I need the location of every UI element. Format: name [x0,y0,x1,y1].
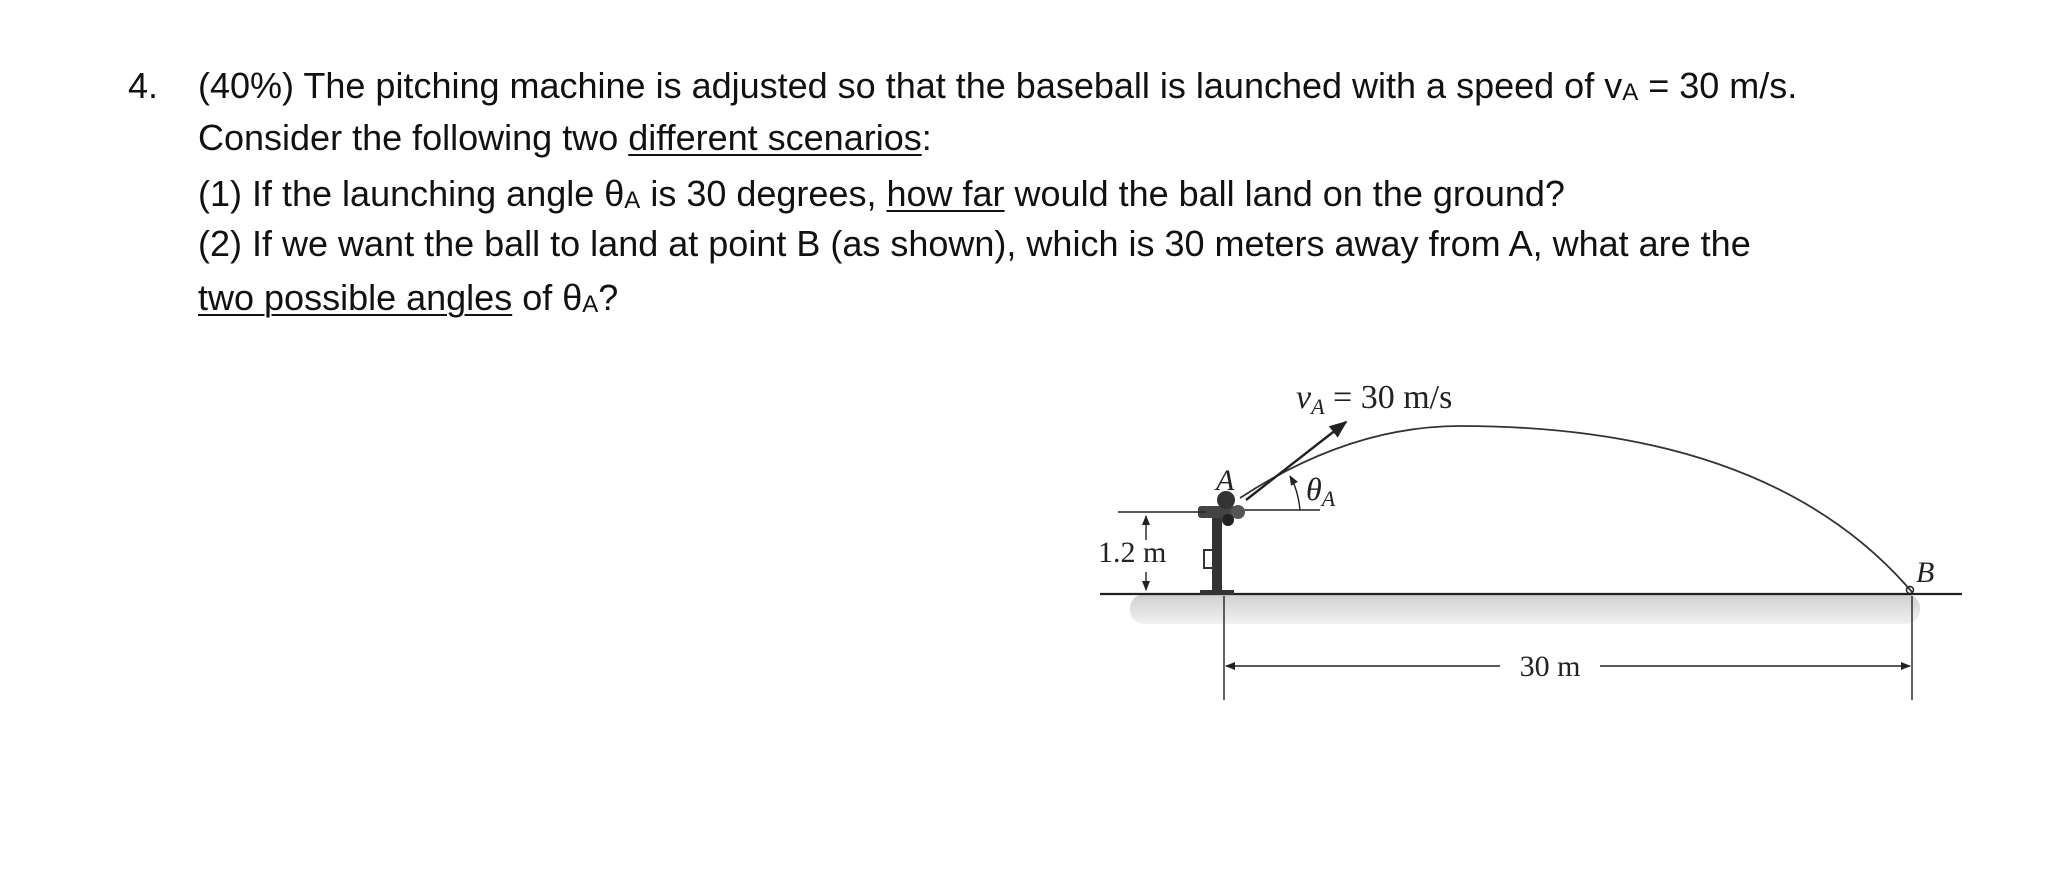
trajectory-curve [1240,426,1912,592]
problem-line-2: Consider the following two different scenarios: [198,117,932,158]
angle-arc [1290,476,1300,510]
pitching-machine-icon [1198,491,1245,595]
problem-line-3: (1) If the launching angle θA is 30 degrees, how far would the ball land on the ground? [198,173,1565,214]
point-a-label: A [1216,464,1235,497]
angle-label: θA [1306,471,1336,511]
problem-line-4: (2) If we want the ball to land at point B (as shown), which is 30 meters away from A, what are the [198,223,1751,264]
distance-label: 30 m [1519,650,1581,683]
problem-line-1: (40%) The pitching machine is adjusted so that the baseball is launched with a speed of vA = 30 m/s. [198,65,1798,106]
ground-shading [1130,594,1920,624]
height-label: 1.2 m [1098,536,1167,569]
velocity-label: vA = 30 m/s [1296,379,1453,419]
problem-number: 4. [128,65,159,106]
point-b-label: B [1916,556,1935,589]
problem-line-5: two possible angles of θA? [198,277,619,318]
